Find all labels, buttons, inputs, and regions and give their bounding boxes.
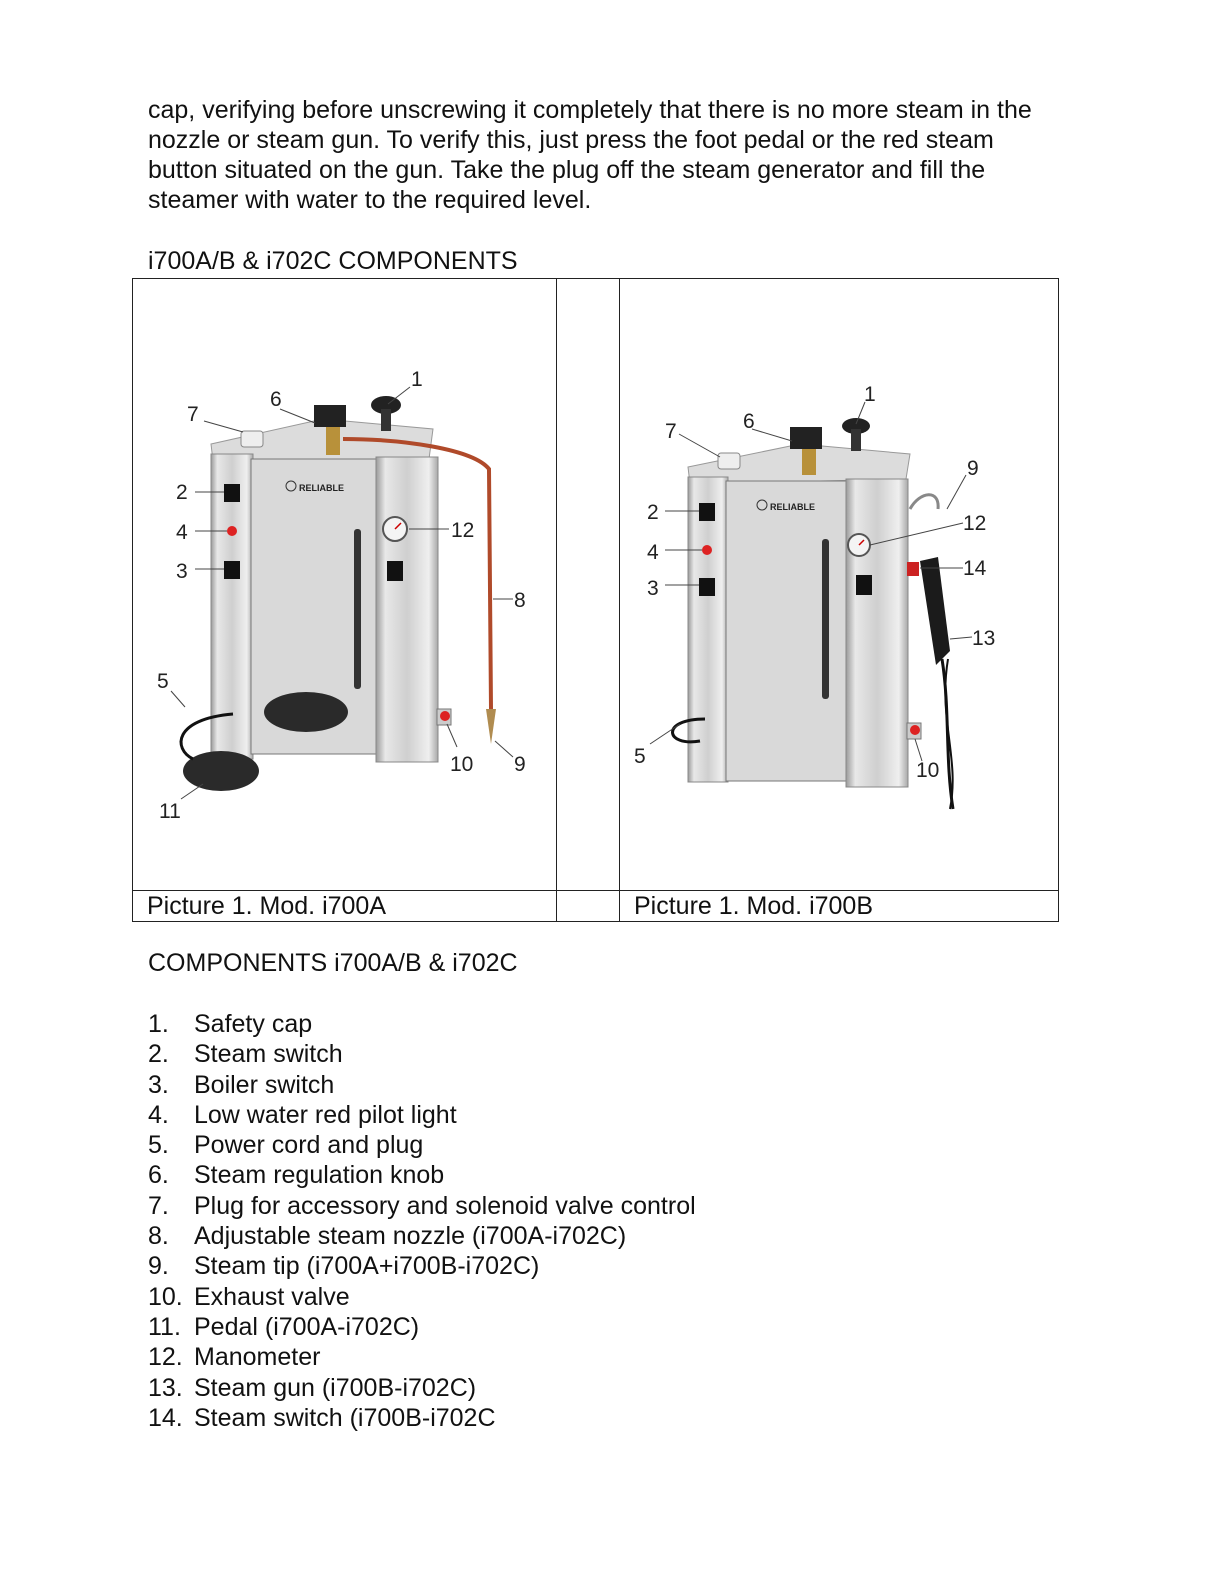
list-item-label: Steam tip (i700A+i700B-i702C) <box>194 1252 540 1281</box>
steamer-i700a-image <box>133 279 556 885</box>
callout-5: 5 <box>634 745 646 768</box>
spacer-cell <box>557 279 620 891</box>
list-title: COMPONENTS i700A/B & i702C <box>148 949 518 977</box>
figure-title: i700A/B & i702C COMPONENTS <box>148 247 518 275</box>
callout-14: 14 <box>963 557 987 580</box>
list-item-label: Boiler switch <box>194 1070 335 1099</box>
components-list <box>148 1009 696 1433</box>
callout-4: 4 <box>647 541 659 564</box>
callout-6: 6 <box>743 410 755 433</box>
list-item <box>148 1191 696 1221</box>
list-item-number: 1. <box>148 1010 169 1038</box>
list-item-label: Plug for accessory and solenoid valve control <box>194 1191 696 1220</box>
list-item-number: 11. <box>148 1312 181 1341</box>
list-item <box>148 1039 696 1069</box>
list-item-label: Safety cap <box>194 1010 313 1038</box>
callout-4: 4 <box>176 521 188 544</box>
caption-i700a: Picture 1. Mod. i700A <box>133 891 557 922</box>
callout-12: 12 <box>451 519 475 542</box>
picture-cell-i700b <box>620 279 1059 891</box>
list-item-number: 3. <box>148 1070 169 1099</box>
callout-2: 2 <box>647 501 659 524</box>
brand-logo: RELIABLE <box>299 483 344 493</box>
callout-7: 7 <box>665 420 677 443</box>
callout-10: 10 <box>916 759 940 782</box>
callout-12: 12 <box>963 512 987 535</box>
list-item-label: Pedal (i700A-i702C) <box>194 1312 420 1341</box>
callout-3: 3 <box>176 560 188 583</box>
list-item <box>148 1100 696 1130</box>
callout-10: 10 <box>450 753 474 776</box>
list-item-label: Exhaust valve <box>194 1282 350 1311</box>
list-item-number: 6. <box>148 1161 169 1190</box>
callout-2: 2 <box>176 481 188 504</box>
callout-9: 9 <box>514 753 526 776</box>
list-item-number: 8. <box>148 1222 169 1251</box>
figure-table <box>132 278 1059 922</box>
list-item-label: Power cord and plug <box>194 1131 424 1160</box>
list-item <box>148 1312 696 1342</box>
callout-11: 11 <box>159 800 181 823</box>
list-item <box>148 1342 696 1372</box>
list-item-label: Steam switch (i700B-i702C <box>194 1403 496 1432</box>
list-item <box>148 1221 696 1251</box>
list-item-number: 5. <box>148 1131 169 1160</box>
list-item-number: 13. <box>148 1373 183 1402</box>
list-item <box>148 1009 696 1039</box>
list-item <box>148 1403 696 1433</box>
list-item-number: 10. <box>148 1282 183 1311</box>
caption-i700b: Picture 1. Mod. i700B <box>620 891 1059 922</box>
list-item-number: 9. <box>148 1252 169 1281</box>
list-item-label: Steam gun (i700B-i702C) <box>194 1373 477 1402</box>
list-item-number: 7. <box>148 1191 169 1220</box>
list-item-label: Low water red pilot light <box>194 1100 457 1129</box>
callout-13: 13 <box>972 627 996 650</box>
brand-logo: RELIABLE <box>770 502 815 512</box>
callout-6: 6 <box>270 388 282 411</box>
list-item <box>148 1282 696 1312</box>
steamer-i700b-image <box>620 279 1058 885</box>
list-item <box>148 1373 696 1403</box>
list-item-number: 12. <box>148 1343 183 1372</box>
list-item-number: 2. <box>148 1040 169 1069</box>
callout-5: 5 <box>157 670 169 693</box>
list-item-number: 14. <box>148 1403 183 1432</box>
list-item-label: Adjustable steam nozzle (i700A-i702C) <box>194 1222 627 1251</box>
callout-1: 1 <box>411 368 423 391</box>
callout-8: 8 <box>514 589 526 612</box>
list-item-number: 4. <box>148 1100 169 1129</box>
picture-cell-i700a <box>133 279 557 891</box>
callout-9: 9 <box>967 457 979 480</box>
callout-1: 1 <box>864 383 876 406</box>
list-item-label: Manometer <box>194 1343 321 1372</box>
callout-7: 7 <box>187 403 199 426</box>
intro-paragraph: cap, verifying before unscrewing it completely that there is no more steam in the nozzle or steam gun. To verify this, just press the foot pedal or the red steam button situated on the gun. Take the plug off the steam generator and fill the steamer with water to the required level. <box>148 96 1032 214</box>
list-item <box>148 1070 696 1100</box>
list-item <box>148 1160 696 1190</box>
caption-spacer <box>557 891 620 922</box>
list-item-label: Steam switch <box>194 1040 343 1069</box>
callout-3: 3 <box>647 577 659 600</box>
list-item <box>148 1251 696 1281</box>
list-item <box>148 1130 696 1160</box>
list-item-label: Steam regulation knob <box>194 1161 445 1190</box>
